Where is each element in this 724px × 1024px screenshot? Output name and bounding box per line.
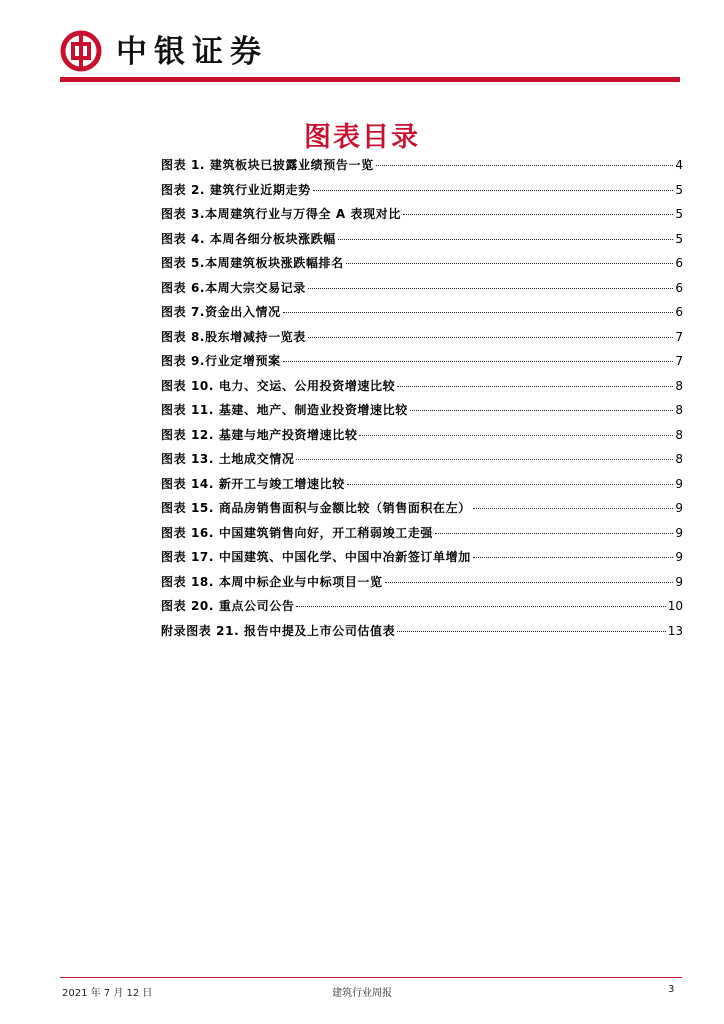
table-of-figures: [161, 156, 683, 646]
toc-entry[interactable]: [161, 548, 683, 573]
toc-dot-leader: [338, 239, 673, 240]
toc-dot-leader: [283, 312, 674, 313]
toc-dot-leader: [359, 435, 673, 436]
toc-entry-label: 图表 11. 基建、地产、制造业投资增速比较: [161, 403, 408, 417]
toc-entry-page: 5: [675, 182, 683, 197]
toc-entry-page: 9: [675, 574, 683, 589]
toc-entry[interactable]: [161, 205, 683, 230]
toc-entry-page: 8: [675, 378, 683, 393]
toc-dot-leader: [283, 361, 674, 362]
toc-entry-label: 图表 13. 土地成交情况: [161, 452, 295, 466]
toc-dot-leader: [385, 582, 674, 583]
toc-entry-page: 9: [675, 550, 683, 564]
toc-entry-label: 图表 14. 新开工与竣工增速比较: [161, 476, 345, 491]
toc-entry[interactable]: [161, 181, 683, 206]
bank-of-china-logo-icon: [60, 30, 102, 72]
toc-title: 图表目录: [304, 122, 420, 153]
toc-entry-label: 图表 17. 中国建筑、中国化学、中国中冶新签订单增加: [161, 550, 471, 564]
toc-entry[interactable]: [161, 156, 683, 181]
toc-entry-label: 图表 12. 基建与地产投资增速比较: [161, 427, 358, 442]
toc-entry-page: 5: [675, 231, 683, 246]
toc-entry-label: 图表 7.资金出入情况: [161, 305, 281, 319]
toc-entry-page: 6: [675, 256, 683, 270]
toc-entry[interactable]: [161, 450, 683, 475]
toc-entry[interactable]: [161, 279, 683, 304]
toc-dot-leader: [435, 533, 673, 534]
toc-entry-page: 8: [675, 427, 683, 442]
toc-entry-page: 6: [675, 280, 683, 295]
toc-entry[interactable]: [161, 230, 683, 255]
toc-entry-label: 图表 15. 商品房销售面积与金额比较（销售面积在左）: [161, 501, 471, 515]
toc-dot-leader: [347, 484, 674, 485]
page-header: [60, 28, 680, 78]
toc-entry[interactable]: [161, 499, 683, 524]
toc-entry[interactable]: [161, 303, 683, 328]
toc-entry-label: 图表 9.行业定增预案: [161, 354, 281, 368]
toc-entry[interactable]: [161, 597, 683, 622]
footer-date: 2021 年 7 月 12 日: [62, 988, 153, 999]
toc-entry-page: 10: [667, 599, 683, 613]
toc-entry[interactable]: [161, 254, 683, 279]
toc-entry[interactable]: [161, 401, 683, 426]
toc-entry-page: 8: [675, 403, 683, 417]
toc-entry-label: 图表 20. 重点公司公告: [161, 599, 295, 613]
toc-entry-label: 图表 10. 电力、交运、公用投资增速比较: [161, 378, 396, 393]
toc-entry-label: 附录图表 21. 报告中提及上市公司估值表: [161, 623, 396, 638]
toc-entry[interactable]: [161, 377, 683, 402]
toc-entry-page: 5: [675, 207, 683, 221]
toc-entry-label: 图表 8.股东增减持一览表: [161, 329, 306, 344]
toc-dot-leader: [308, 288, 673, 289]
brand-name: 中银证券: [116, 34, 268, 70]
toc-entry-page: 7: [675, 354, 683, 368]
footer-report-type: 建筑行业周报: [332, 988, 392, 999]
footer-page-number: 3: [668, 984, 675, 995]
toc-entry-label: 图表 3.本周建筑行业与万得全 A 表现对比: [161, 207, 401, 221]
toc-entry-label: 图表 16. 中国建筑销售向好，开工稍弱竣工走强: [161, 525, 434, 540]
toc-entry-label: 图表 6.本周大宗交易记录: [161, 280, 306, 295]
toc-entry-page: 6: [675, 305, 683, 319]
toc-entry-label: 图表 4. 本周各细分板块涨跌幅: [161, 231, 336, 246]
toc-dot-leader: [397, 386, 673, 387]
toc-entry-page: 8: [675, 452, 683, 466]
toc-entry[interactable]: [161, 328, 683, 353]
toc-dot-leader: [397, 631, 666, 632]
toc-entry-label: 图表 18. 本周中标企业与中标项目一览: [161, 574, 383, 589]
toc-entry-page: 13: [667, 623, 683, 638]
toc-dot-leader: [296, 459, 673, 460]
toc-entry-label: 图表 2. 建筑行业近期走势: [161, 182, 311, 197]
toc-dot-leader: [376, 165, 674, 166]
toc-entry[interactable]: [161, 475, 683, 500]
header-divider: [60, 77, 680, 82]
toc-dot-leader: [308, 337, 673, 338]
toc-entry[interactable]: [161, 524, 683, 549]
toc-dot-leader: [473, 557, 674, 558]
toc-dot-leader: [313, 190, 674, 191]
toc-entry-label: 图表 1. 建筑板块已披露业绩预告一览: [161, 158, 374, 172]
toc-entry-page: 7: [675, 329, 683, 344]
toc-dot-leader: [403, 214, 673, 215]
toc-dot-leader: [410, 410, 674, 411]
toc-entry[interactable]: [161, 622, 683, 647]
toc-dot-leader: [296, 606, 665, 607]
toc-entry[interactable]: [161, 352, 683, 377]
footer-divider: [60, 977, 682, 978]
toc-entry-page: 9: [675, 476, 683, 491]
toc-entry-page: 9: [675, 525, 683, 540]
toc-entry-page: 9: [675, 501, 683, 515]
toc-dot-leader: [473, 508, 674, 509]
toc-entry[interactable]: [161, 573, 683, 598]
toc-entry-label: 图表 5.本周建筑板块涨跌幅排名: [161, 256, 344, 270]
toc-entry-page: 4: [675, 158, 683, 172]
toc-entry[interactable]: [161, 426, 683, 451]
toc-dot-leader: [346, 263, 674, 264]
